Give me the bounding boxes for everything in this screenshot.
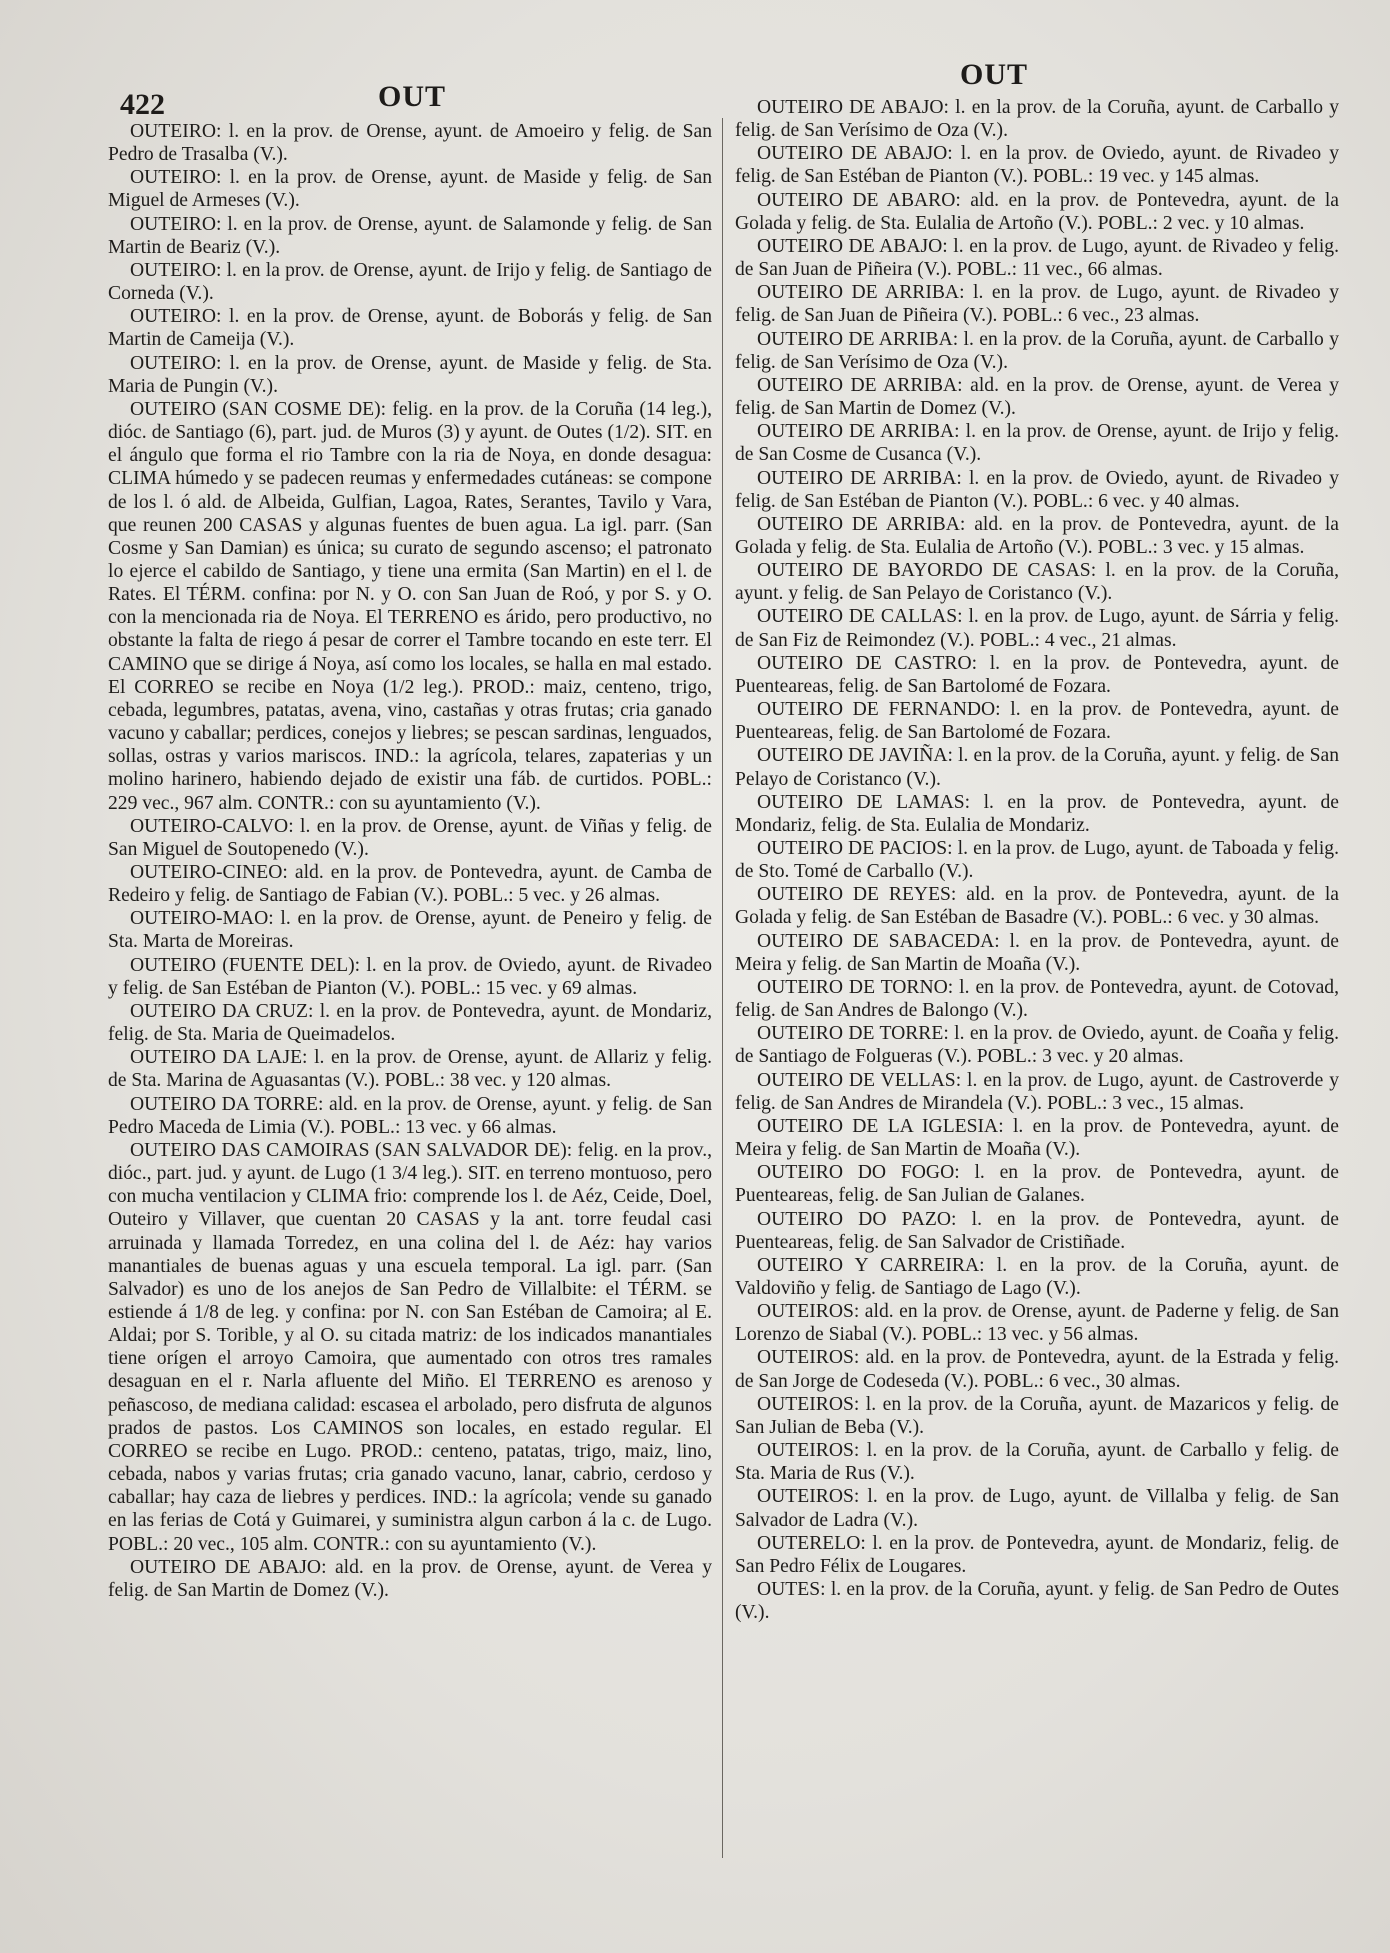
entry: OUTEIROS: l. en la prov. de Lugo, ayunt. de Villalba y felig. de San Salvador de Ladra (V.). (735, 1486, 1339, 1531)
entry: OUTEIRO DA CRUZ: l. en la prov. de Pontevedra, ayunt. de Mondariz, felig. de Sta. Maria de Queimadelos. (108, 1000, 712, 1046)
entry: OUTES: l. en la prov. de la Coruña, ayunt. y felig. de San Pedro de Outes (V.). (735, 1579, 1339, 1624)
entry: OUTEIRO DE JAVIÑA: l. en la prov. de la Coruña, ayunt. y felig. de San Pelayo de Coristanco (V.). (735, 745, 1339, 790)
entry: OUTEIRO: l. en la prov. de Orense, ayunt. de Boborás y felig. de San Martin de Cameija (V.). (108, 306, 712, 351)
entry: OUTEIRO DE ABAJO: l. en la prov. de la Coruña, ayunt. de Carballo y felig. de San Verísimo de Oza (V.). (735, 97, 1339, 142)
entry: OUTEIRO DE SABACEDA: l. en la prov. de Pontevedra, ayunt. de Meira y felig. de San Martin de Moaña (V.). (735, 930, 1339, 975)
entry: OUTEIRO: l. en la prov. de Orense, ayunt. de Maside y felig. de Sta. Maria de Pungin (V.). (108, 352, 712, 397)
entry: OUTEIRO DE TORNO: l. en la prov. de Pontevedra, ayunt. de Cotovad, felig. de San Andres de Balongo (V.). (735, 976, 1339, 1022)
entry: OUTEIRO: l. en la prov. de Orense, ayunt. de Maside y felig. de San Miguel de Armeses (V.). (108, 167, 712, 212)
entry: OUTEIRO (SAN COSME DE): felig. en la prov. de la Coruña (14 leg.), dióc. de Santiago (6), part. jud. de Muros (3) y ayunt. de Outes (1/2). SIT. en el ángulo que forma el rio Tambre con la ria de Noya, en donde desagua: CLIMA húmedo y se padecen reumas y enfermedades cutáneas: se compone de los l. ó ald. de Albeida, Gulfian, Lagoa, Rates, Serantes, Tavilo y Vara, que reunen 200 CASAS y algunas fuentes de buen agua. La igl. parr. (San Cosme y San Damian) es única; su curato de segundo ascenso; el patronato lo ejerce el cabildo de Santiago, y tiene una ermita (San Martin) en el l. de Rates. El TÉRM. confina: por N. y O. con San Juan de Roó, y por S. y O. con la mencionada ria de Noya. El TERRENO es árido, pero productivo, no obstante la falta de riego á pesar de correr el Tambre tocando en este terr. El CAMINO que se dirige á Noya, así como los locales, se halla en mal estado. El CORREO se recibe en Noya (1/2 leg.). PROD.: maiz, centeno, trigo, cebada, legumbres, patatas, avena, vino, castañas y otras frutas; cria ganado vacuno y caballar; perdices, conejos y liebres; se pescan sardinas, lenguados, sollas, ostras y varios mariscos. IND.: la agrícola, telares, zapaterias y un molino harinero, habiendo dejado de existir una fáb. de curtidos. POBL.: 229 vec., 967 alm. CONTR.: con su ayuntamiento (V.). (108, 398, 712, 814)
entry: OUTEIRO DE CASTRO: l. en la prov. de Pontevedra, ayunt. de Puenteareas, felig. de San Bartolomé de Fozara. (735, 652, 1339, 697)
entry: OUTEIRO DE CALLAS: l. en la prov. de Lugo, ayunt. de Sárria y felig. de San Fiz de Reimondez (V.). POBL.: 4 vec., 21 almas. (735, 606, 1339, 651)
entry: OUTEIRO: l. en la prov. de Orense, ayunt. de Amoeiro y felig. de San Pedro de Trasalba (V.). (108, 121, 712, 166)
entry: OUTEIRO: l. en la prov. de Orense, ayunt. de Salamonde y felig. de San Martin de Beariz (V.). (108, 213, 712, 258)
entry: OUTEIRO DE VELLAS: l. en la prov. de Lugo, ayunt. de Castroverde y felig. de San Andres de Mirandela (V.). POBL.: 3 vec., 15 almas. (735, 1069, 1339, 1114)
entry: OUTEIROS: ald. en la prov. de Orense, ayunt. de Paderne y felig. de San Lorenzo de Siabal (V.). POBL.: 13 vec. y 56 almas. (735, 1301, 1339, 1346)
right-running-head: OUT (960, 58, 1029, 91)
left-column (108, 120, 712, 1880)
entry: OUTEIRO DE LAMAS: l. en la prov. de Pontevedra, ayunt. de Mondariz, felig. de Sta. Eulalia de Mondariz. (735, 791, 1339, 836)
entry: OUTEIRO DE BAYORDO DE CASAS: l. en la prov. de la Coruña, ayunt. y felig. de San Pelayo de Coristanco (V.). (735, 560, 1339, 605)
entry: OUTEIRO DE ARRIBA: l. en la prov. de Orense, ayunt. de Irijo y felig. de San Cosme de Cusanca (V.). (735, 421, 1339, 466)
entry: OUTEIRO-CALVO: l. en la prov. de Orense, ayunt. de Viñas y felig. de San Miguel de Soutopenedo (V.). (108, 815, 712, 860)
entry: OUTEIRO DE ABAJO: l. en la prov. de Lugo, ayunt. de Rivadeo y felig. de San Juan de Piñeira (V.). POBL.: 11 vec., 66 almas. (735, 235, 1339, 281)
entry: OUTEIRO DE ARRIBA: ald. en la prov. de Pontevedra, ayunt. de la Golada y felig. de Sta. Eulalia de Artoño (V.). POBL.: 3 vec. y 15 almas. (735, 513, 1339, 558)
entry: OUTEIRO DA LAJE: l. en la prov. de Orense, ayunt. de Allariz y felig. de Sta. Marina de Aguasantas (V.). POBL.: 38 vec. y 120 almas. (108, 1047, 712, 1092)
entry: OUTEIRO DE REYES: ald. en la prov. de Pontevedra, ayunt. de la Golada y felig. de San Estéban de Basadre (V.). POBL.: 6 vec. y 30 almas. (735, 884, 1339, 929)
entry: OUTEIRO DAS CAMOIRAS (SAN SALVADOR DE): felig. en la prov., dióc., part. jud. y ayunt. de Lugo (1 3/4 leg.). SIT. en terreno montuoso, pero con mucha ventilacion y CLIMA frio: comprende los l. de Aéz, Ceide, Doel, Outeiro y Villaver, que cuentan 20 CASAS y la ant. torre feudal casi arruinada y llamada Torredez, en una colina del l. de Aéz: hay varios manantiales de buenas aguas y una escuela temporal. La igl. parr. (San Salvador) es uno de los anejos de San Pedro de Villalbite: el TÉRM. se estiende á 1/8 de leg. y confina: por N. con San Estéban de Camoira; al E. Aldai; por S. Torible, y al O. su citada matriz: de los indicados manantiales tiene orígen el arroyo Camoira, que aumentado con otros tres ramales desaguan en el r. Narla afluente del Miño. El TERRENO es arenoso y peñascoso, de mediana calidad: escasea el arbolado, pero disfruta de algunos prados de pastos. Los CAMINOS son locales, en estado regular. El CORREO se recibe en Lugo. PROD.: centeno, patatas, trigo, maiz, lino, cebada, nabos y varias frutas; cria ganado vacuno, lanar, cabrio, cerdoso y caballar; hay caza de liebres y perdices. IND.: la agrícola; vende su ganado en las ferias de Cotá y Guimarei, y suministra algun carbon á la c. de Lugo. POBL.: 20 vec., 105 alm. CONTR.: con su ayuntamiento (V.). (108, 1139, 712, 1555)
entry: OUTEIRO DE PACIOS: l. en la prov. de Lugo, ayunt. de Taboada y felig. de Sto. Tomé de Carballo (V.). (735, 838, 1339, 883)
entry: OUTEIROS: ald. en la prov. de Pontevedra, ayunt. de la Estrada y felig. de San Jorge de Codeseda (V.). POBL.: 6 vec., 30 almas. (735, 1347, 1339, 1392)
entry: OUTEIRO DA TORRE: ald. en la prov. de Orense, ayunt. y felig. de San Pedro Maceda de Limia (V.). POBL.: 13 vec. y 66 almas. (108, 1093, 712, 1138)
entry: OUTEIRO-MAO: l. en la prov. de Orense, ayunt. de Peneiro y felig. de Sta. Marta de Moreiras. (108, 908, 712, 953)
left-running-head: OUT (378, 80, 447, 113)
entry: OUTEIRO DE ARRIBA: l. en la prov. de la Coruña, ayunt. de Carballo y felig. de San Verísimo de Oza (V.). (735, 328, 1339, 373)
right-column (735, 96, 1339, 1876)
entry: OUTEIRO Y CARREIRA: l. en la prov. de la Coruña, ayunt. de Valdoviño y felig. de Santiago de Lago (V.). (735, 1254, 1339, 1299)
entry: OUTEIRO DE LA IGLESIA: l. en la prov. de Pontevedra, ayunt. de Meira y felig. de San Martin de Moaña (V.). (735, 1115, 1339, 1161)
entry: OUTEIRO DE ARRIBA: l. en la prov. de Oviedo, ayunt. de Rivadeo y felig. de San Estéban de Pianton (V.). POBL.: 6 vec. y 40 almas. (735, 467, 1339, 512)
entry: OUTEIRO DO PAZO: l. en la prov. de Pontevedra, ayunt. de Puenteareas, felig. de San Salvador de Cristiñade. (735, 1208, 1339, 1253)
entry: OUTEIRO DE ARRIBA: ald. en la prov. de Orense, ayunt. de Verea y felig. de San Martin de Domez (V.). (735, 374, 1339, 420)
entry: OUTEIRO: l. en la prov. de Orense, ayunt. de Irijo y felig. de Santiago de Corneda (V.). (108, 259, 712, 305)
entry: OUTEIROS: l. en la prov. de la Coruña, ayunt. de Mazaricos y felig. de San Julian de Beba (V.). (735, 1393, 1339, 1438)
entry: OUTEIRO DE TORRE: l. en la prov. de Oviedo, ayunt. de Coaña y felig. de Santiago de Folgueras (V.). POBL.: 3 vec. y 20 almas. (735, 1023, 1339, 1068)
page-number: 422 (120, 88, 165, 121)
entry: OUTERELO: l. en la prov. de Pontevedra, ayunt. de Mondariz, felig. de San Pedro Félix de Lougares. (735, 1532, 1339, 1577)
entry: OUTEIRO DE ABAJO: l. en la prov. de Oviedo, ayunt. de Rivadeo y felig. de San Estéban de Pianton (V.). POBL.: 19 vec. y 145 almas. (735, 143, 1339, 188)
entry: OUTEIROS: l. en la prov. de la Coruña, ayunt. de Carballo y felig. de Sta. Maria de Rus (V.). (735, 1440, 1339, 1485)
entry: OUTEIRO DE ABARO: ald. en la prov. de Pontevedra, ayunt. de la Golada y felig. de Sta. Eulalia de Artoño (V.). POBL.: 2 vec. y 10 almas. (735, 189, 1339, 234)
column-divider (722, 118, 723, 1858)
entry: OUTEIRO (FUENTE DEL): l. en la prov. de Oviedo, ayunt. de Rivadeo y felig. de San Estéban de Pianton (V.). POBL.: 15 vec. y 69 almas. (108, 954, 712, 999)
entry: OUTEIRO DO FOGO: l. en la prov. de Pontevedra, ayunt. de Puenteareas, felig. de San Julian de Galanes. (735, 1162, 1339, 1207)
entry: OUTEIRO-CINEO: ald. en la prov. de Pontevedra, ayunt. de Camba de Redeiro y felig. de Santiago de Fabian (V.). POBL.: 5 vec. y 26 almas. (108, 862, 712, 907)
entry: OUTEIRO DE FERNANDO: l. en la prov. de Pontevedra, ayunt. de Puenteareas, felig. de San Bartolomé de Fozara. (735, 699, 1339, 744)
entry: OUTEIRO DE ABAJO: ald. en la prov. de Orense, ayunt. de Verea y felig. de San Martin de Domez (V.). (108, 1556, 712, 1601)
entry: OUTEIRO DE ARRIBA: l. en la prov. de Lugo, ayunt. de Rivadeo y felig. de San Juan de Piñeira (V.). POBL.: 6 vec., 23 almas. (735, 282, 1339, 327)
